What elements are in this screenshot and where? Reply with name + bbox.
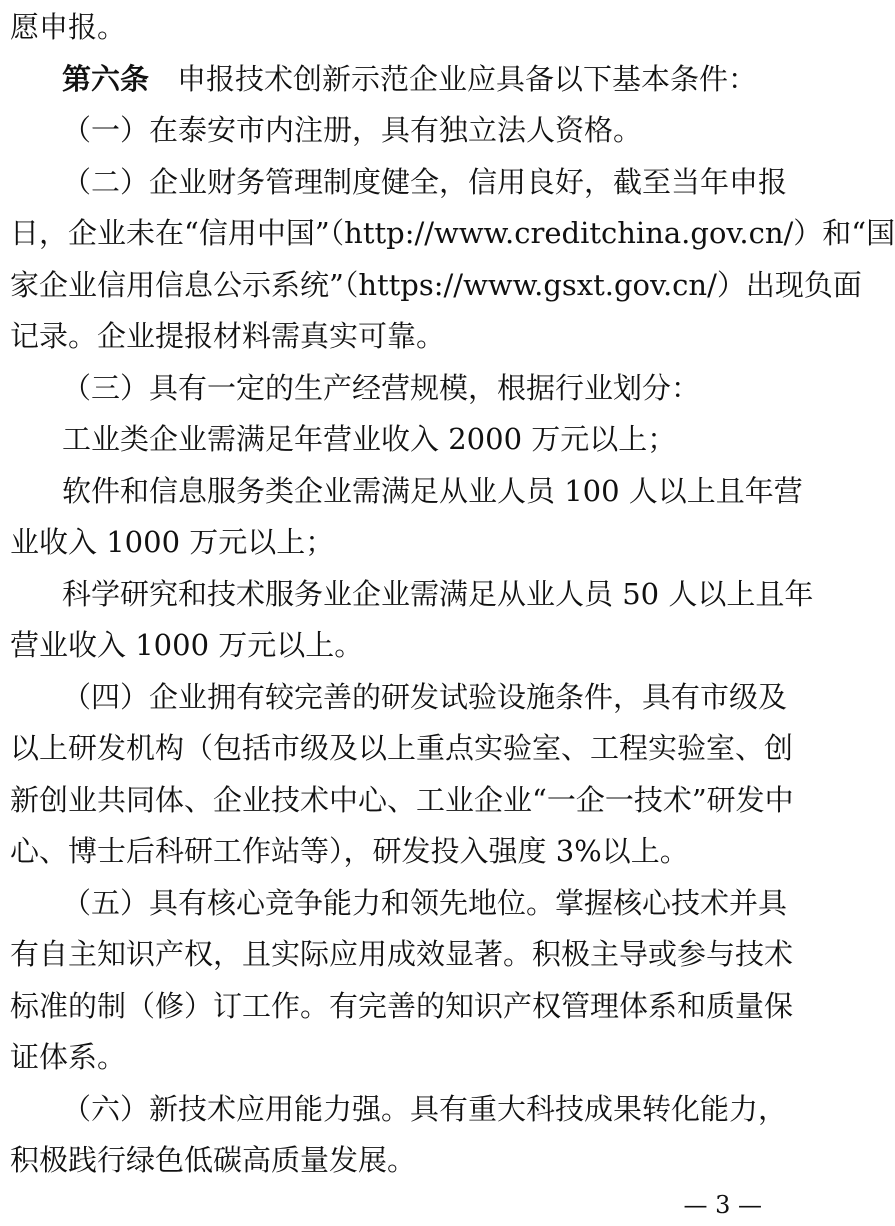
clause-two-line-4: 记录。企业提报材料需真实可靠。 <box>10 319 446 353</box>
article-intro: 申报技术创新示范企业应具备以下基本条件： <box>177 61 758 96</box>
clause-six-line-2: 积极践行绿色低碳高质量发展。 <box>10 1143 417 1177</box>
clause-five-line-2: 有自主知识产权，且实际应用成效显著。积极主导或参与技术 <box>10 937 794 971</box>
page-number: — 3 — <box>683 1191 762 1219</box>
text-line: 愿申报。 <box>10 10 127 44</box>
article-label: 第六条 <box>62 61 150 96</box>
clause-six-line-1: （六）新技术应用能力强。具有重大科技成果转化能力， <box>62 1091 788 1126</box>
clause-five-line-3: 标准的制（修）订工作。有完善的知识产权管理体系和质量保 <box>10 988 794 1023</box>
clause-three-research-line-1: 科学研究和技术服务业企业需满足从业人员 50 人以上且年 <box>62 576 814 611</box>
clause-one: （一）在泰安市内注册，具有独立法人资格。 <box>62 113 643 147</box>
clause-four-line-1: （四）企业拥有较完善的研发试验设施条件，具有市级及 <box>62 679 788 714</box>
clause-five-line-4: 证体系。 <box>10 1040 127 1074</box>
clause-two-line-1: （二）企业财务管理制度健全，信用良好，截至当年申报 <box>62 164 788 199</box>
clause-four-line-3: 新创业共同体、企业技术中心、工业企业“一企一技术”研发中 <box>10 782 794 817</box>
clause-three-research-line-2: 营业收入 1000 万元以上。 <box>10 628 364 662</box>
clause-two-line-3: 家企业信用信息公示系统”（https://www.gsxt.gov.cn/）出现负面 <box>10 267 862 302</box>
clause-four-line-2: 以上研发机构（包括市级及以上重点实验室、工程实验室、创 <box>10 731 794 765</box>
article-heading-line <box>62 60 782 98</box>
clause-four-line-4: 心、博士后科研工作站等），研发投入强度 3%以上。 <box>10 834 689 868</box>
clause-three-software-line-2: 业收入 1000 万元以上； <box>10 525 335 559</box>
clause-three-software-line-1: 软件和信息服务类企业需满足从业人员 100 人以上且年营 <box>62 473 803 508</box>
clause-two-line-2: 日，企业未在“信用中国”（http://www.creditchina.gov.cn/）和“国 <box>10 216 895 250</box>
clause-three-industrial: 工业类企业需满足年营业收入 2000 万元以上； <box>62 422 677 456</box>
clause-five-line-1: （五）具有核心竞争能力和领先地位。掌握核心技术并具 <box>62 885 788 920</box>
clause-three-line-1: （三）具有一定的生产经营规模，根据行业划分： <box>62 370 701 405</box>
